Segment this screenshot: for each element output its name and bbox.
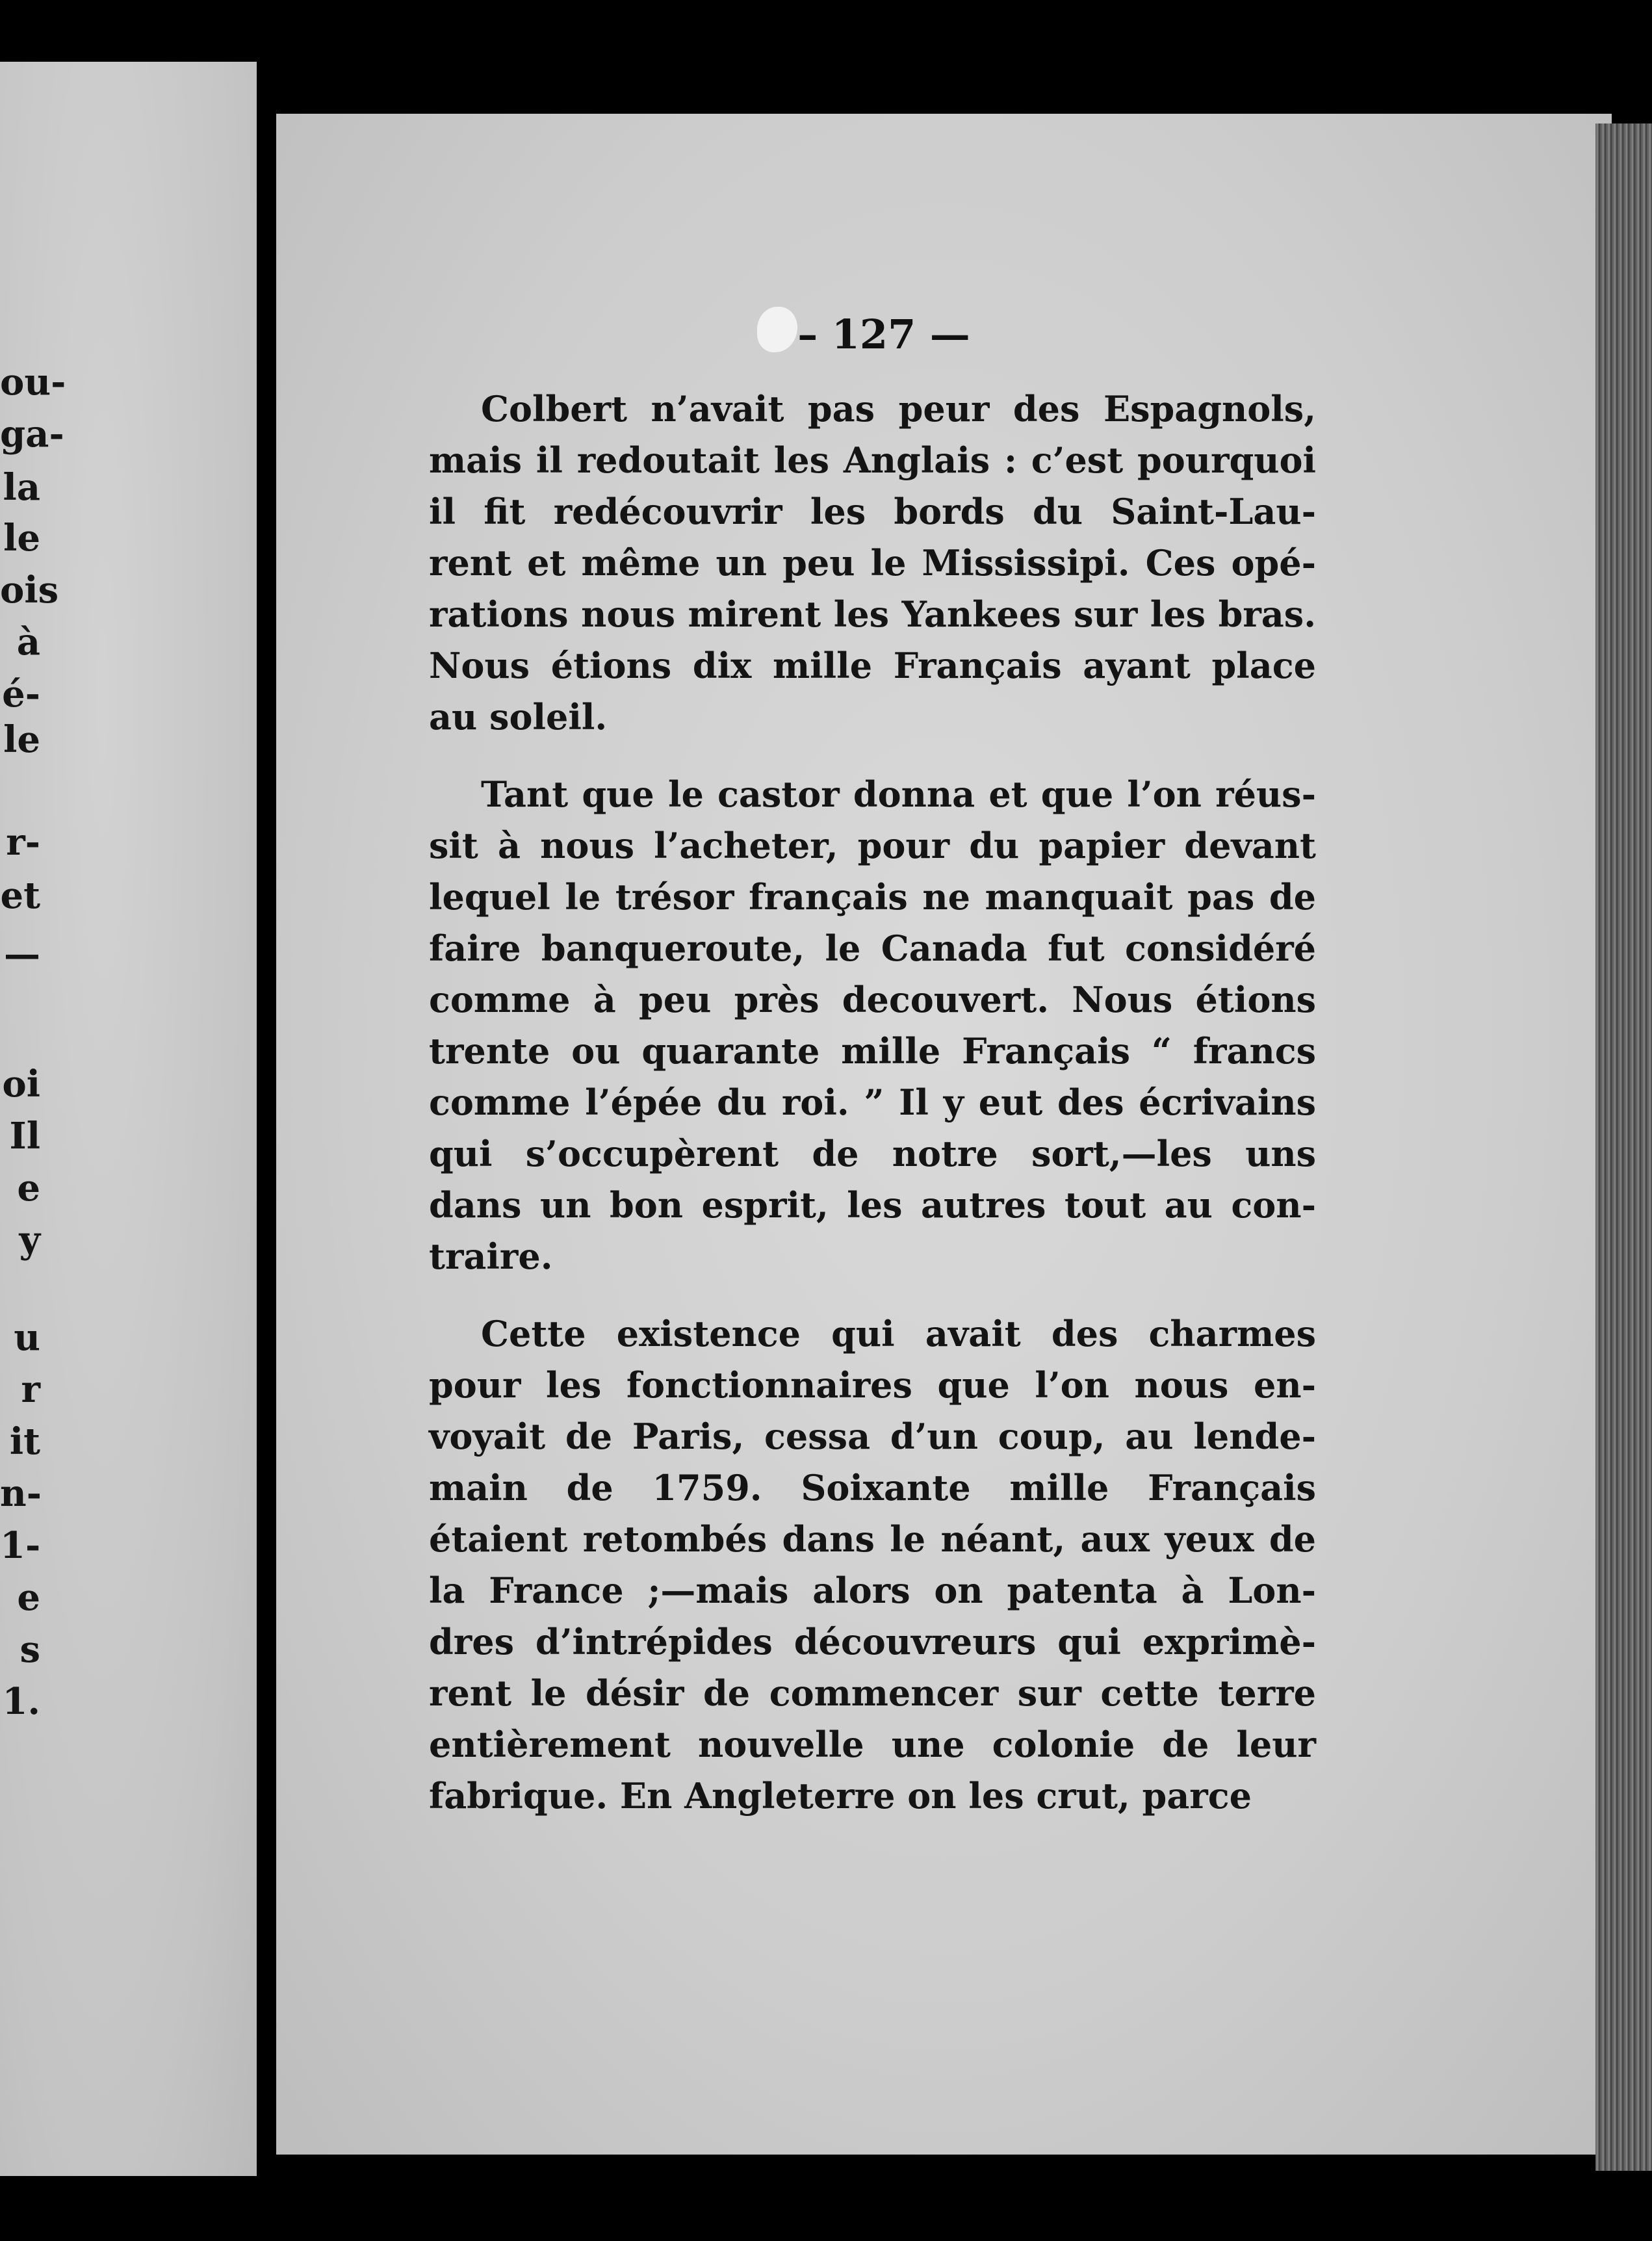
text-line: rent le désir de commencer sur cette terre (429, 1672, 1316, 1714)
text-line: faire banqueroute, le Canada fut considéré (429, 927, 1316, 969)
text-line: dres d’intrépides découvreurs qui exprimè- (429, 1621, 1316, 1663)
left-margin-fragment: s (19, 1628, 40, 1671)
left-margin-fragment: le (3, 517, 40, 560)
left-margin-fragment: la (3, 466, 40, 509)
left-margin-fragment: e (17, 1167, 40, 1210)
text-line: comme à peu près decouvert. Nous étions (429, 979, 1316, 1020)
left-margin-fragment: u (14, 1316, 40, 1359)
book-gutter (257, 0, 276, 2241)
left-margin-fragment: ou- (0, 361, 66, 404)
text-line: traire. (429, 1236, 553, 1277)
left-margin-fragment: oi (2, 1063, 40, 1106)
text-line: main de 1759. Soixante mille Français (429, 1467, 1316, 1509)
text-line: entièrement nouvelle une colonie de leur (429, 1724, 1316, 1765)
text-line: il fit redécouvrir les bords du Saint-Lau- (429, 491, 1316, 532)
left-margin-fragment: — (4, 933, 40, 976)
text-line: Nous étions dix mille Français ayant place (429, 645, 1316, 686)
left-page (0, 62, 257, 2176)
paragraph (429, 769, 1316, 1282)
text-line: dans un bon esprit, les autres tout au con- (429, 1184, 1316, 1226)
left-margin-fragment: e (17, 1576, 40, 1619)
paragraph (429, 383, 1316, 743)
left-margin-fragment: ga- (0, 413, 64, 456)
left-margin-fragment: et (0, 874, 40, 917)
text-line: Tant que le castor donna et que l’on réus- (481, 773, 1316, 815)
left-margin-fragment: à (16, 621, 40, 664)
text-line: étaient retombés dans le néant, aux yeux de (429, 1518, 1316, 1560)
left-margin-fragment: le (3, 718, 40, 761)
left-margin-fragment: r- (6, 821, 40, 864)
left-margin-fragment: ois (0, 569, 59, 612)
text-line: au soleil. (429, 696, 608, 738)
page-number: – 127 — (797, 311, 970, 358)
text-line: rations nous mirent les Yankees sur les bras. (429, 593, 1316, 635)
left-margin-fragment: é- (2, 673, 40, 716)
text-line: qui s’occupèrent de notre sort,—les uns (429, 1133, 1316, 1174)
left-margin-fragment: 1- (0, 1524, 41, 1567)
text-line: lequel le trésor français ne manquait pas de (429, 876, 1316, 918)
text-line: comme l’épée du roi. ” Il y eut des écrivains (429, 1082, 1316, 1123)
left-margin-fragment: y (19, 1219, 40, 1262)
text-line: fabrique. En Angleterre on les crut, parce (429, 1775, 1252, 1817)
paragraph (429, 1308, 1316, 1822)
body-text (429, 383, 1316, 1822)
text-line: Cette existence qui avait des charmes (481, 1313, 1316, 1354)
left-margin-fragment: it (9, 1420, 40, 1463)
text-line: rent et même un peu le Mississipi. Ces opé- (429, 542, 1316, 584)
left-margin-fragment: 1. (2, 1680, 40, 1723)
text-line: mais il redoutait les Anglais : c’est pourquoi (429, 439, 1316, 481)
text-line: la France ;—mais alors on patenta à Lon- (429, 1570, 1316, 1611)
left-margin-fragment: n- (0, 1472, 42, 1515)
text-line: pour les fonctionnaires que l’on nous en- (429, 1364, 1316, 1406)
left-margin-fragment: r (21, 1368, 40, 1411)
left-margin-fragment: Il (9, 1115, 40, 1158)
text-line: voyait de Paris, cessa d’un coup, au lende- (429, 1416, 1316, 1457)
text-line: Colbert n’avait pas peur des Espagnols, (481, 388, 1316, 430)
text-line: trente ou quarante mille Français “ francs (429, 1030, 1316, 1072)
text-line: sit à nous l’acheter, pour du papier devant (429, 825, 1316, 866)
page-edges (1595, 123, 1652, 2171)
